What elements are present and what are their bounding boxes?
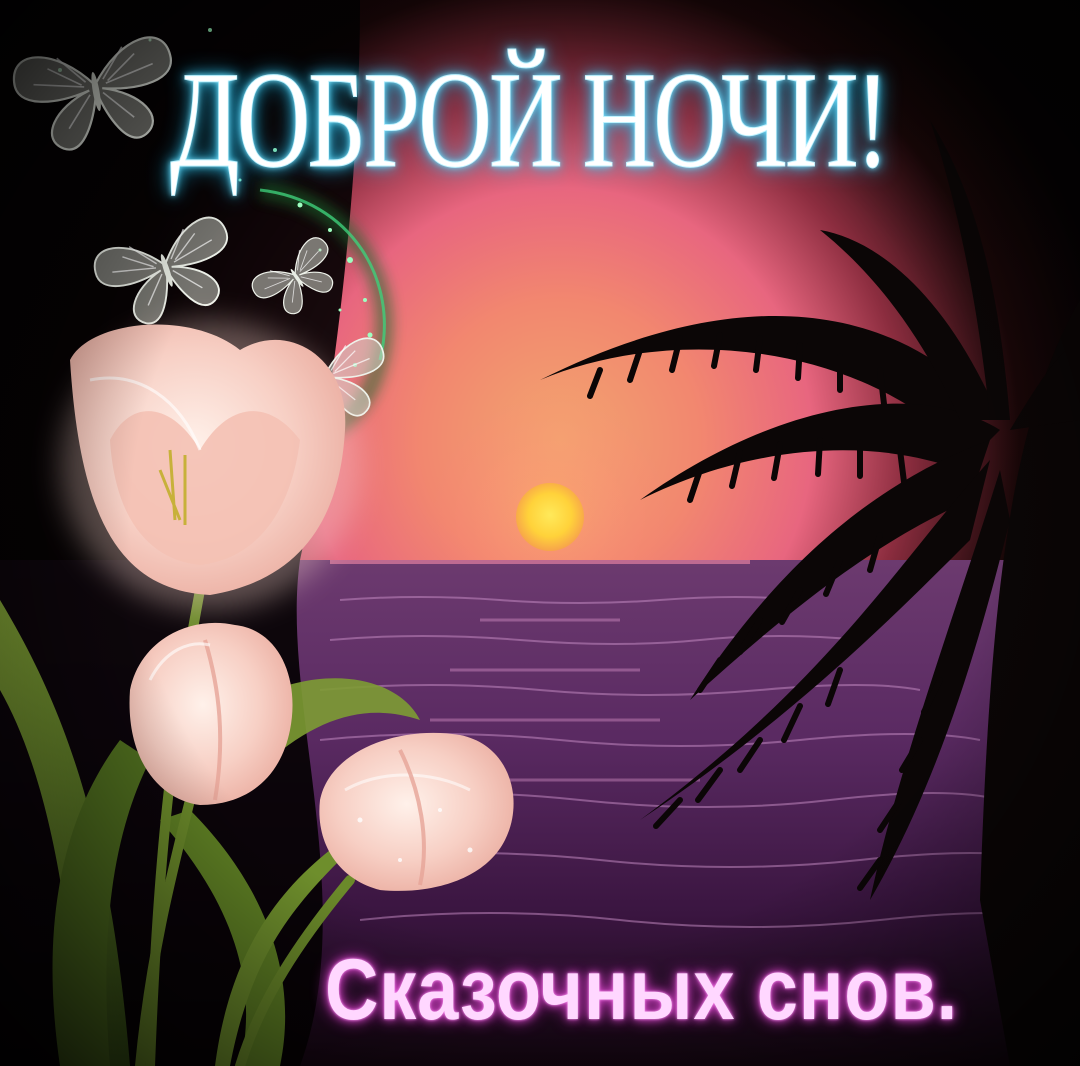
greeting-title: ДОБРОЙ НОЧИ! — [170, 43, 887, 196]
greeting-subtitle: Сказочных снов. — [325, 942, 959, 1038]
